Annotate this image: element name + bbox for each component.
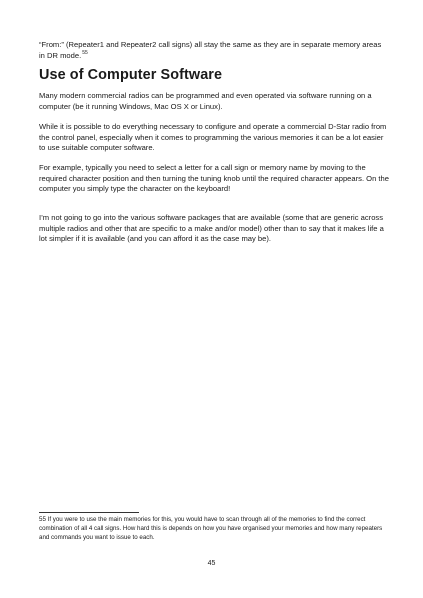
paragraph-4: I’m not going to go into the various software packages that are available (some that are generic across multiple radios and other that are specific to a make and/or model) other than to say that it makes life a lot simpler if it is available (and you can afford it as the case may be). [39, 213, 384, 244]
footnote-text: 55 If you were to use the main memories for this, you would have to scan through all of the memories to find the correct combination of all 4 call signs. How hard this is depends on how you have organised your memories and how many repeaters and commands you want to issue to each. [39, 516, 383, 541]
paragraph-2: While it is possible to do everything necessary to configure and operate a commercial D-Star radio from the control panel, especially when it comes to programming the various memories it can be a lot easier to use suitable computer software. [39, 122, 387, 153]
footnote-divider [39, 512, 139, 513]
paragraph-1: Many modern commercial radios can be programmed and even operated via software running on a computer (be it running Windows, Mac OS X or Linux). [39, 91, 372, 111]
intro-paragraph [39, 40, 389, 61]
paragraph-3: For example, typically you need to select a letter for a call sign or memory name by moving to the required character position and then turning the tuning knob until the required character appears. On the computer you simply type the character on the keyboard! [39, 163, 389, 194]
intro-text: “From:” (Repeater1 and Repeater2 call signs) all stay the same as they are in separate memory areas in DR mode. [39, 40, 382, 60]
page-number: 45 [207, 560, 216, 567]
section-heading: Use of Computer Software [39, 67, 223, 83]
footnote-reference: 55 [82, 49, 88, 56]
